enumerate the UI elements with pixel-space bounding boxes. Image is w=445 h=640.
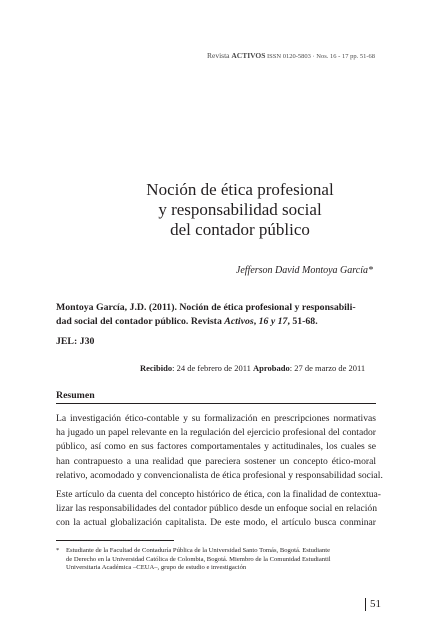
page-number: 51 — [365, 598, 381, 611]
text-line: relativo, acomodado y convencionalista de ética profesional y responsabilidad social. — [56, 469, 383, 481]
author-name: Jefferson David Montoya García* — [235, 265, 373, 276]
footnote-line: de Derecho en la Universidad Católica de Colombia, Bogotá. Miembro de la Comunidad Estudiantil — [66, 555, 331, 563]
abstract-paragraph-2 — [56, 488, 381, 531]
journal-name: Revista ACTIVOS — [206, 51, 266, 60]
footnote-line: Universitaria Académica –CEUA–, grupo de estudio e investigación — [66, 564, 247, 571]
title-line-3: del contador público — [170, 220, 310, 239]
text-line: han contrapuesto a una realidad que pareciera sostener un concepto ético-moral — [56, 455, 376, 467]
jel-code: JEL: J30 — [56, 336, 95, 347]
title-line-1: Noción de ética profesional — [146, 180, 334, 199]
section-heading: Resumen — [56, 390, 95, 401]
article-title — [60, 180, 420, 240]
running-header — [207, 51, 375, 60]
title-line-2: y responsabilidad social — [158, 200, 322, 219]
footnote-rule — [56, 540, 174, 541]
text-line: lizar las responsabilidades del contador público desde un enfoque social en relación — [56, 503, 378, 515]
abstract-paragraph-1 — [56, 412, 383, 483]
heading-rule — [56, 403, 376, 404]
text-line: con la actual globalización capitalista. De este modo, el artículo busca conminar — [56, 517, 376, 529]
footnote — [56, 547, 376, 573]
text-line: público, así como en sus factores comportamentales y actitudinales, los cuales se — [56, 441, 376, 453]
page-number-bar — [365, 598, 366, 611]
citation: Montoya García, J.D. (2011). Noción de ética profesional y responsabili- dad social del contador público. Revista Activos, 16 y 17, 51-68. — [56, 302, 356, 327]
footnote-mark: * — [56, 547, 60, 554]
text-line: La investigación ético-contable y su formalización en prescripciones normativas — [56, 413, 376, 424]
issn-info: ISSN 0120-5803 · Nos. 16 - 17 pp. 51-68 — [267, 53, 375, 60]
text-line: ha jugado un papel relevante en la regulación del ejercicio profesional del contador — [56, 427, 376, 439]
dates-line: Recibido: 24 de febrero de 2011 Aprobado: 27 de marzo de 2011 — [140, 363, 366, 373]
text-line: Este artículo da cuenta del concepto histórico de ética, con la finalidad de contextua- — [56, 489, 381, 500]
footnote-line: Estudiante de la Facultad de Contaduría Pública de la Universidad Santo Tomás, Bogotá. Estudiante — [66, 547, 331, 554]
